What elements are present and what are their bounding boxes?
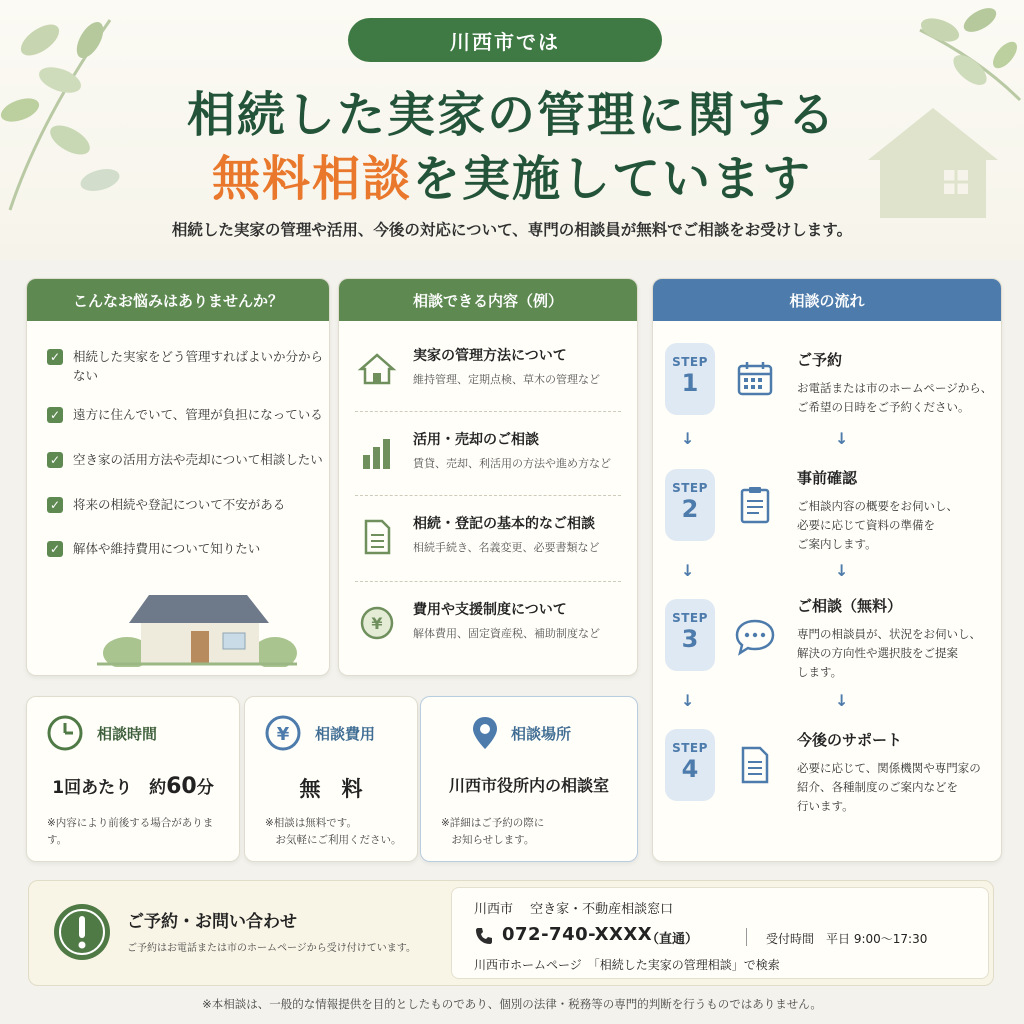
consultation-place-title: 相談場所 [511, 725, 572, 743]
step-desc: ご相談内容の概要をお伺いし、 必要に応じて資料の準備を ご案内します。 [797, 499, 958, 551]
step-number: 2 [681, 495, 699, 523]
consultation-place-value: 川西市役所内の相談室 [448, 776, 609, 795]
worries-heading: こんなお悩みはありませんか？ [27, 279, 329, 321]
contact-details [451, 887, 989, 979]
example-item [355, 507, 621, 567]
checkbox-checked-icon: ✓ [47, 407, 63, 423]
worry-text: 空き家の活用方法や売却について相談したい [73, 452, 323, 467]
consultation-place-note: ※詳細はご予約の際に お知らせします。 [441, 817, 545, 846]
step-title: ご予約 [797, 351, 843, 369]
step-badge [665, 729, 715, 801]
example-title: 実家の管理方法について [413, 348, 567, 364]
consultation-fee-title: 相談費用 [315, 725, 376, 743]
calendar-icon [733, 357, 777, 401]
contact-phone[interactable]: 072-740-XXXX [502, 924, 653, 945]
worry-item [47, 450, 323, 469]
page-title-line2 [0, 140, 1024, 209]
yen-icon [263, 713, 303, 753]
divider [746, 928, 747, 946]
example-item [355, 339, 621, 399]
divider [355, 495, 621, 496]
step-title: 事前確認 [797, 469, 858, 487]
divider [355, 411, 621, 412]
examples-card [338, 278, 638, 676]
step-label: STEP [672, 741, 708, 755]
worry-text: 遠方に住んでいて、管理が負担になっている [73, 407, 323, 422]
example-title: 相続・登記の基本的なご相談 [413, 516, 595, 532]
checkbox-checked-icon: ✓ [47, 497, 63, 513]
title-rest: を実施しています [412, 151, 813, 207]
chat-bubble-icon [733, 615, 777, 659]
worry-text: 将来の相続や登記について不安がある [73, 497, 286, 512]
divider [355, 581, 621, 582]
document-icon [357, 517, 397, 557]
worry-text: 相続した実家をどう管理すればよいか分からない [73, 349, 324, 383]
example-item [355, 593, 621, 653]
worry-text: 解体や維持費用について知りたい [73, 541, 261, 556]
step-title: 今後のサポート [797, 731, 903, 749]
exclamation-circle-icon [51, 901, 113, 963]
step-desc: お電話または市のホームページから、 ご希望の日時をご予約ください。 [797, 381, 993, 414]
step-badge [665, 343, 715, 415]
worries-card [26, 278, 330, 676]
consultation-time-value: 1回あたり 約60分 [52, 774, 214, 799]
arrow-down-icon: ↓ [681, 561, 695, 580]
document-icon [733, 743, 777, 787]
worry-item [47, 347, 323, 385]
example-item [355, 423, 621, 483]
example-title: 活用・売却のご相談 [413, 432, 539, 448]
checkbox-checked-icon: ✓ [47, 452, 63, 468]
checkbox-checked-icon: ✓ [47, 349, 63, 365]
step-badge [665, 599, 715, 671]
step-title: ご相談（無料） [797, 597, 903, 615]
example-desc: 相続手続き、名義変更、必要書類など [413, 541, 600, 554]
example-desc: 賃貸、売却、利活用の方法や進め方など [413, 457, 611, 470]
consultation-fee-note: ※相談は無料です。 お気軽にご利用ください。 [265, 817, 402, 846]
step-desc: 必要に応じて、関係機関や専門家の 紹介、各種制度のご案内などを 行います。 [797, 761, 981, 813]
arrow-down-icon: ↓ [835, 561, 849, 580]
contact-web[interactable]: 川西市ホームページ 「相続した実家の管理相談」で検索 [474, 958, 780, 972]
clock-icon [45, 713, 85, 753]
clipboard-icon [733, 483, 777, 527]
house-illustration [97, 587, 297, 667]
svg-text:¥: ¥ [371, 614, 383, 633]
worry-item [47, 405, 323, 424]
example-title: 費用や支援制度について [413, 602, 567, 618]
worry-item [47, 539, 323, 558]
map-pin-icon [465, 713, 505, 753]
page-subtitle: 相続した実家の管理や活用、今後の対応について、専門の相談員が無料でご相談をお受けします。 [171, 221, 853, 239]
step-number: 3 [681, 625, 699, 653]
step-label: STEP [672, 611, 708, 625]
arrow-down-icon: ↓ [681, 691, 695, 710]
contact-box [28, 880, 994, 986]
step-desc: 専門の相談員が、状況をお伺いし、 解決の方向性や選択肢をご提案 します。 [797, 627, 981, 679]
page-title-line1: 相続した実家の管理に関する [186, 87, 837, 143]
consultation-fee-card [244, 696, 418, 862]
step-badge [665, 469, 715, 541]
contact-phone-note: （直通） [646, 932, 699, 947]
worry-item [47, 495, 323, 514]
flow-card [652, 278, 1002, 862]
example-desc: 維持管理、定期点検、草木の管理など [413, 373, 600, 386]
consultation-time-note: ※内容により前後する場合がありま す。 [47, 817, 214, 846]
contact-sub: ご予約はお電話または市のホームページから受け付けています。 [127, 943, 416, 954]
flow-heading: 相談の流れ [653, 279, 1001, 321]
arrow-down-icon: ↓ [835, 691, 849, 710]
bar-chart-icon [357, 433, 397, 473]
city-pill-label: 川西市では [348, 18, 662, 62]
arrow-down-icon: ↓ [835, 429, 849, 448]
contact-office: 川西市 空き家・不動産相談窓口 [474, 902, 674, 917]
checkbox-checked-icon: ✓ [47, 541, 63, 557]
house-icon [357, 349, 397, 389]
examples-heading: 相談できる内容（例） [339, 279, 637, 321]
step-number: 4 [681, 755, 699, 783]
contact-hours: 受付時間 平日 9:00〜17:30 [766, 932, 928, 946]
step-number: 1 [681, 369, 699, 397]
footer-disclaimer: ※本相談は、一般的な情報提供を目的としたものであり、個別の法律・税務等の専門的判断を行うものではありません。 [202, 997, 822, 1011]
arrow-down-icon: ↓ [681, 429, 695, 448]
step-label: STEP [672, 355, 708, 369]
yen-coin-icon [357, 603, 397, 643]
svg-text:¥: ¥ [276, 724, 290, 745]
phone-icon [474, 926, 494, 946]
consultation-fee-value: 無 料 [299, 777, 363, 801]
contact-heading: ご予約・お問い合わせ [127, 912, 297, 932]
step-label: STEP [672, 481, 708, 495]
consultation-time-card [26, 696, 240, 862]
title-highlight: 無料相談 [211, 151, 412, 207]
consultation-time-title: 相談時間 [97, 725, 158, 743]
consultation-place-card [420, 696, 638, 862]
example-desc: 解体費用、固定資産税、補助制度など [413, 627, 600, 640]
